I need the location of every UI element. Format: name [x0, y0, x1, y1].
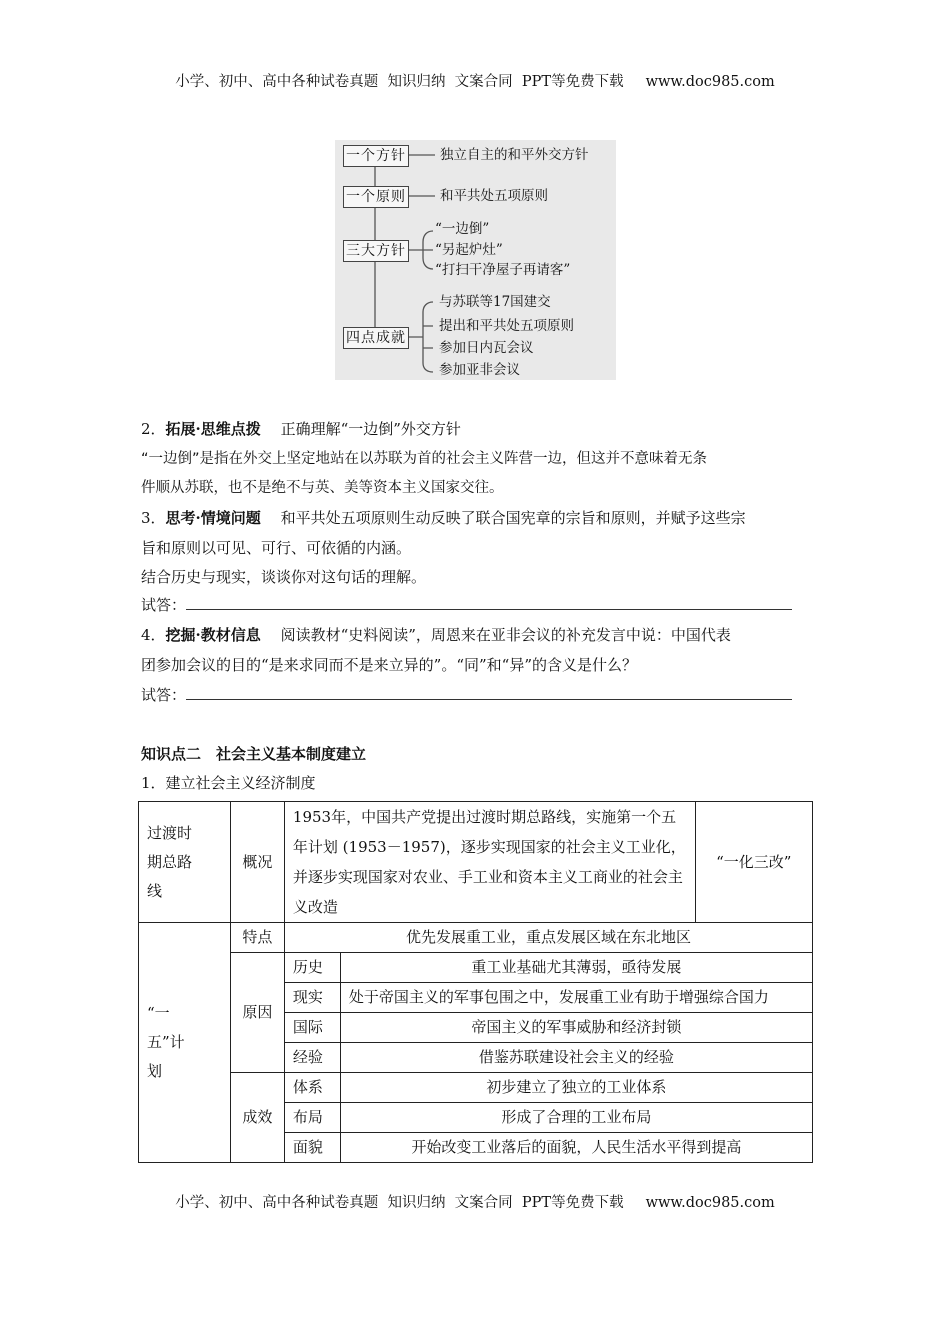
- section-3-answer: 试答：: [141, 594, 792, 616]
- result-key: 面貌: [284, 1133, 340, 1163]
- general-line-label: 过渡时期总路线: [139, 802, 231, 923]
- section-3-label: 思考·情境问题: [165, 509, 261, 527]
- reason-key: 经验: [284, 1043, 340, 1073]
- header-url[interactable]: www.doc985.com: [645, 74, 775, 90]
- guideline-item: “一边倒”: [435, 221, 490, 237]
- plan-label: “一五”计划: [139, 923, 231, 1163]
- result-key: 布局: [284, 1103, 340, 1133]
- knowledge-subheading: 1．建立社会主义经济制度: [141, 774, 316, 792]
- answer-blank[interactable]: [186, 595, 792, 610]
- section-2-subtitle: 正确理解“一边倒”外交方针: [280, 420, 461, 438]
- achievement-item: 参加亚非会议: [439, 362, 520, 378]
- section-4-title: 4．挖掘·教材信息 阅读教材“史料阅读”，周恩来在亚非会议的补充发言中说：中国代表: [141, 626, 731, 644]
- reason-value: 处于帝国主义的军事包围之中，发展重工业有助于增强综合国力: [340, 983, 812, 1013]
- achievement-item: 与苏联等17国建交: [439, 294, 551, 310]
- section-2-label: 拓展·思维点拨: [165, 420, 261, 438]
- section-2-title: 2．拓展·思维点拨 正确理解“一边倒”外交方针: [141, 420, 461, 438]
- achievements-box: 四点成就: [343, 327, 409, 349]
- result-label: 成效: [230, 1073, 284, 1163]
- reason-key: 历史: [284, 953, 340, 983]
- table-row: [139, 953, 813, 983]
- table-row: [139, 1073, 813, 1103]
- reason-value: 借鉴苏联建设社会主义的经验: [340, 1043, 812, 1073]
- section-3-body-1: 和平共处五项原则生动反映了联合国宪章的宗旨和原则，并赋予这些宗: [280, 509, 746, 527]
- section-4-body-1: 阅读教材“史料阅读”，周恩来在亚非会议的补充发言中说：中国代表: [280, 626, 731, 644]
- achievement-item: 参加日内瓦会议: [439, 340, 534, 356]
- section-3-body-3: 结合历史与现实，谈谈你对这句话的理解。: [141, 568, 427, 586]
- overview-label: 概况: [230, 802, 284, 923]
- economic-system-table: [138, 801, 813, 1163]
- reason-value: 帝国主义的军事威胁和经济封锁: [340, 1013, 812, 1043]
- table-row: [139, 923, 813, 953]
- foreign-policy-diagram: [335, 140, 616, 380]
- section-2-body-1: “一边倒”是指在外交上坚定地站在以苏联为首的社会主义阵营一边，但这并不意味着无条: [141, 451, 708, 467]
- section-2-body-2: 件顺从苏联，也不是绝不与英、美等资本主义国家交往。: [141, 480, 504, 496]
- result-key: 体系: [284, 1073, 340, 1103]
- policy-box: 一个方针: [343, 145, 409, 167]
- section-3-title: 3．思考·情境问题 和平共处五项原则生动反映了联合国宪章的宗旨和原则，并赋予这些宗: [141, 509, 746, 527]
- result-value: 开始改变工业落后的面貌，人民生活水平得到提高: [340, 1133, 812, 1163]
- reason-value: 重工业基础尤其薄弱，亟待发展: [340, 953, 812, 983]
- header-text: 小学、初中、高中各种试卷真题 知识归纳 文案合同 PPT等免费下载: [175, 74, 624, 90]
- result-value: 初步建立了独立的工业体系: [340, 1073, 812, 1103]
- policy-text: 独立自主的和平外交方针: [440, 147, 589, 163]
- feature-text: 优先发展重工业，重点发展区域在东北地区: [284, 923, 812, 953]
- principle-box: 一个原则: [343, 186, 409, 208]
- guideline-item: “另起炉灶”: [435, 242, 503, 258]
- footer-url[interactable]: www.doc985.com: [645, 1195, 775, 1211]
- section-3-body-2: 旨和原则以可见、可行、可依循的内涵。: [141, 539, 412, 557]
- guideline-item: “打扫干净屋子再请客”: [435, 262, 571, 278]
- guidelines-box: 三大方针: [343, 240, 409, 262]
- section-4-answer: 试答：: [141, 684, 792, 706]
- page-footer: [0, 1191, 950, 1212]
- feature-label: 特点: [230, 923, 284, 953]
- overview-text: 1953年，中国共产党提出过渡时期总路线，实施第一个五年计划 (1953－1957)，逐步实现国家的社会主义工业化，并逐步实现国家对农业、手工业和资本主义工商业的社会主义改造: [284, 802, 695, 923]
- reason-label: 原因: [230, 953, 284, 1073]
- page-header: [0, 70, 950, 91]
- table-row: [139, 802, 813, 923]
- one-three-label: “一化三改”: [696, 802, 813, 923]
- reason-key: 现实: [284, 983, 340, 1013]
- section-4-label: 挖掘·教材信息: [165, 626, 261, 644]
- result-value: 形成了合理的工业布局: [340, 1103, 812, 1133]
- principle-text: 和平共处五项原则: [440, 188, 548, 204]
- answer-blank[interactable]: [186, 685, 792, 700]
- reason-key: 国际: [284, 1013, 340, 1043]
- knowledge-heading: 知识点二 社会主义基本制度建立: [141, 745, 367, 763]
- achievement-item: 提出和平共处五项原则: [439, 318, 574, 334]
- section-4-body-2: 团参加会议的目的“是来求同而不是来立异的”。“同”和“异”的含义是什么？: [141, 656, 638, 674]
- footer-text: 小学、初中、高中各种试卷真题 知识归纳 文案合同 PPT等免费下载: [175, 1195, 624, 1211]
